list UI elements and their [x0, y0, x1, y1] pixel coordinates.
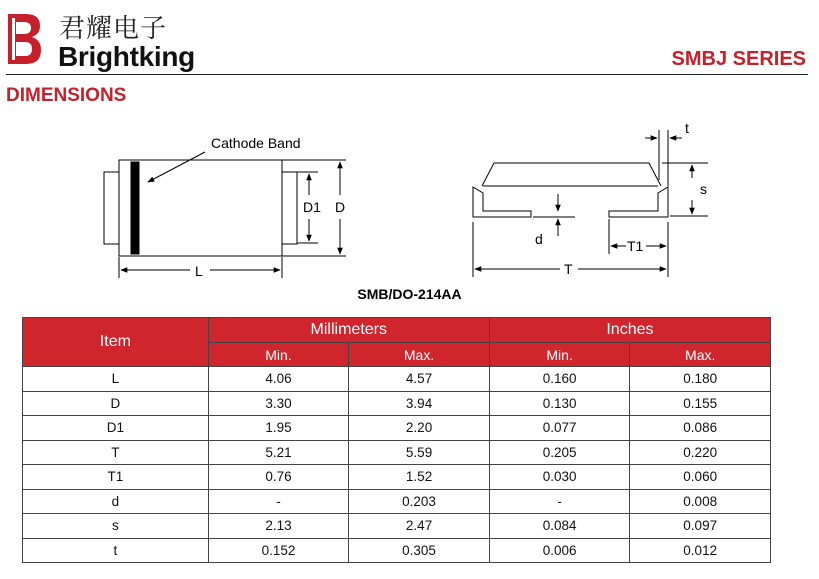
inches-header: Inches: [489, 318, 770, 343]
mm-max-cell: 5.59: [349, 440, 490, 465]
in-max-cell: 0.012: [630, 538, 771, 563]
right-terminal: [282, 172, 297, 244]
table-row: [23, 489, 771, 514]
in-min-cell: 0.030: [489, 465, 630, 490]
item-cell: T: [23, 440, 209, 465]
in-max-header: Max.: [630, 343, 771, 367]
in-max-cell: 0.155: [630, 391, 771, 416]
in-min-cell: 0.160: [489, 367, 630, 392]
in-max-cell: 0.008: [630, 489, 771, 514]
top-view: [104, 152, 346, 278]
dim-label-s: s: [700, 181, 707, 197]
mm-min-cell: 0.76: [208, 465, 349, 490]
item-header: Item: [23, 318, 209, 367]
side-body-top: [482, 163, 661, 186]
package-body: [119, 160, 282, 256]
in-max-cell: 0.086: [630, 416, 771, 441]
in-min-cell: 0.077: [489, 416, 630, 441]
in-min-cell: 0.130: [489, 391, 630, 416]
cathode-band-label: Cathode Band: [211, 135, 301, 151]
mm-min-header: Min.: [208, 343, 349, 367]
dim-label-t: T: [564, 261, 573, 277]
side-view: [473, 130, 708, 277]
mm-max-cell: 2.47: [349, 514, 490, 539]
mm-max-cell: 0.305: [349, 538, 490, 563]
mm-min-cell: 3.30: [208, 391, 349, 416]
in-min-header: Min.: [489, 343, 630, 367]
brightking-logo-mark-icon: [6, 12, 42, 66]
dim-label-d-small: d: [535, 231, 543, 247]
mm-min-cell: 1.95: [208, 416, 349, 441]
in-max-cell: 0.097: [630, 514, 771, 539]
table-row: [23, 465, 771, 490]
table-row: [23, 416, 771, 441]
mm-max-cell: 2.20: [349, 416, 490, 441]
dim-label-d1: D1: [303, 199, 321, 215]
dim-label-d: D: [335, 199, 346, 215]
item-cell: T1: [23, 465, 209, 490]
dim-label-l: L: [195, 263, 203, 279]
section-title: DIMENSIONS: [6, 85, 127, 106]
millimeters-header: Millimeters: [208, 318, 489, 343]
item-cell: D1: [23, 416, 209, 441]
in-max-cell: 0.060: [630, 465, 771, 490]
mm-min-cell: 4.06: [208, 367, 349, 392]
table-row: [23, 514, 771, 539]
package-dimension-drawing: [0, 118, 819, 284]
in-max-cell: 0.220: [630, 440, 771, 465]
in-min-cell: -: [489, 489, 630, 514]
in-min-cell: 0.205: [489, 440, 630, 465]
table-row: [23, 538, 771, 563]
table-row: [23, 440, 771, 465]
mm-max-header: Max.: [349, 343, 490, 367]
series-title: SMBJ SERIES: [671, 48, 806, 70]
in-min-cell: 0.084: [489, 514, 630, 539]
item-cell: d: [23, 489, 209, 514]
table-row: [23, 391, 771, 416]
dimensions-table: [22, 317, 771, 563]
right-lead: [609, 187, 668, 217]
table-row: [23, 367, 771, 392]
mm-max-cell: 0.203: [349, 489, 490, 514]
dim-label-t1: T1: [627, 238, 644, 254]
item-cell: L: [23, 367, 209, 392]
dim-label-t-small: t: [685, 120, 689, 136]
package-label: SMB/DO-214AA: [357, 286, 462, 302]
brightking-logo: [6, 6, 195, 72]
mm-min-cell: 0.152: [208, 538, 349, 563]
item-cell: t: [23, 538, 209, 563]
mm-min-cell: 2.13: [208, 514, 349, 539]
in-max-cell: 0.180: [630, 367, 771, 392]
mm-min-cell: 5.21: [208, 440, 349, 465]
left-terminal: [104, 172, 119, 244]
mm-max-cell: 1.52: [349, 465, 490, 490]
mm-min-cell: -: [208, 489, 349, 514]
in-min-cell: 0.006: [489, 538, 630, 563]
brand-english-name: Brightking: [58, 41, 195, 72]
brand-chinese-name: 君耀电子: [59, 14, 168, 44]
dimensions-table-body: [23, 367, 771, 563]
header-divider: [6, 74, 808, 75]
item-cell: s: [23, 514, 209, 539]
cathode-band: [131, 162, 139, 254]
item-cell: D: [23, 391, 209, 416]
left-lead: [473, 187, 531, 217]
mm-max-cell: 3.94: [349, 391, 490, 416]
mm-max-cell: 4.57: [349, 367, 490, 392]
